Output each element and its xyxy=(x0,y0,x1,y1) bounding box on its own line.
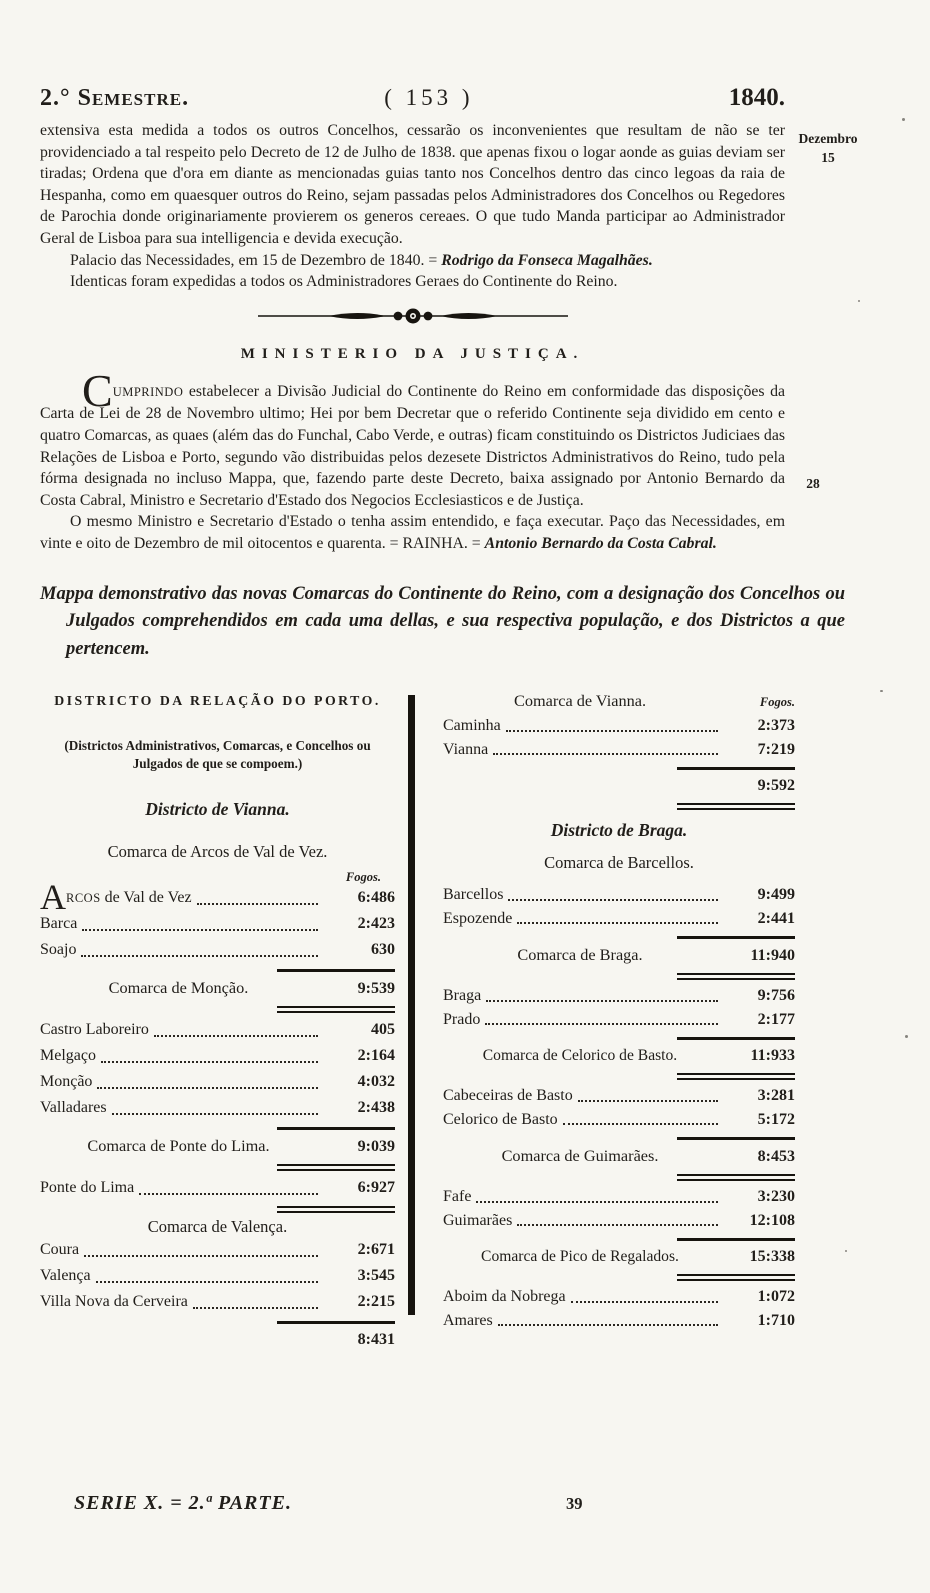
fogos-value: 6:927 xyxy=(357,1179,395,1196)
comarca-label: Comarca de Braga. xyxy=(517,945,643,964)
sum-rule xyxy=(677,936,795,939)
fogos-value: 4:032 xyxy=(357,1073,395,1090)
concelho-name: Prado xyxy=(443,1010,481,1028)
sum-rule xyxy=(277,969,395,972)
dot-leader xyxy=(517,922,718,924)
fogos-value: 12:108 xyxy=(749,1211,795,1229)
sum-rule xyxy=(677,767,795,770)
table-row xyxy=(443,984,795,1008)
decree-paragraph xyxy=(40,364,785,512)
arcos-smallcaps: RCOS xyxy=(66,891,101,905)
fogos-value: 2:164 xyxy=(357,1047,395,1064)
decree-article xyxy=(40,364,785,555)
table-row xyxy=(40,1017,395,1043)
comarca-total-row xyxy=(40,976,395,1001)
ministry-heading: MINISTERIO DA JUSTIÇA. xyxy=(240,345,585,362)
double-rule xyxy=(677,1274,795,1281)
column-total: 8:431 xyxy=(357,1331,395,1348)
comarca-barcellos-heading: Comarca de Barcellos. xyxy=(544,853,694,872)
fogos-value: 2:671 xyxy=(357,1241,395,1258)
comarca-total-row xyxy=(443,943,795,968)
signature-text: Palacio das Necessidades, em 15 de Dezembro de 1840. = xyxy=(70,251,442,269)
dot-leader xyxy=(82,929,318,931)
page-number: ( 153 ) xyxy=(384,85,474,110)
fogos-value: 6:486 xyxy=(357,889,395,906)
concelho-name: Guimarães xyxy=(443,1211,513,1229)
intro-article xyxy=(40,120,785,293)
fogos-value: 9:499 xyxy=(757,886,795,903)
dot-leader xyxy=(571,1301,718,1303)
right-column xyxy=(443,687,795,1352)
table-row xyxy=(40,1175,395,1201)
dot-leader xyxy=(154,1035,318,1037)
table-row xyxy=(443,1008,795,1032)
comarca-valenca-heading: Comarca de Valença. xyxy=(147,1217,288,1236)
comarcas-table xyxy=(40,687,800,1352)
fogos-value: 3:230 xyxy=(757,1188,795,1205)
table-row xyxy=(443,1309,795,1333)
table-row xyxy=(40,1095,395,1121)
dot-leader xyxy=(563,1123,718,1125)
decree-text: estabelecer a Divisão Judicial do Continente do Reino em conformidade das disposições da Carta de Lei de 28 de Novembro ultimo; Hei por bem Decretar que o referido Continente seja dividido em cento e quatro Comarcas, as quaes (além das do Funchal, Cabo Verde, e outras) ficam constituindo os Districtos Judiciaes das Relações de Lisboa e Porto, segundo vão distribuidas pelos dezesete Districtos Administrativos do Reino, tudo pela fórma designada no incluso Mappa, que, fazendo parte deste Decreto, baixa assignado por Antonio Bernardo da Costa Cabral, Ministro e Secretario d'Estado dos Negocios Ecclesiasticos e de Justiça. xyxy=(40,382,785,509)
fogos-value: 1:710 xyxy=(757,1311,795,1329)
table-row xyxy=(443,714,795,738)
intro-paragraph: extensiva esta medida a todos os outros Concelhos, cessarão os inconvenientes que resultam de não se ter providenciado a tal respeito pelo Decreto de 12 de Julho de 1838. que apenas fixou o logar aonde as guias deviam ser tiradas; Ordena que d'ora em diante as mencionadas guias tanto nos Concelhos dentro das cinco legoas da raia de Hespanha, como em quaesquer outros do Reino, sejam passadas pelos Administradores dos Concelhos ou Regedores de Parochia donde originariamente provierem os generos cereaes. O que tudo Manda participar ao Administrador Geral de Lisboa para sua intelligencia e devida execução. xyxy=(40,122,785,247)
fogos-label-left: Fogos. xyxy=(345,870,381,884)
signature-name: Rodrigo da Fonseca Magalhães. xyxy=(441,251,653,269)
column-divider-rule xyxy=(408,695,415,1315)
dot-leader xyxy=(498,1324,718,1326)
concelho-name: Cabeceiras de Basto xyxy=(443,1087,573,1104)
dot-leader xyxy=(101,1061,318,1063)
signature-paragraph xyxy=(40,250,785,272)
comarca-vianna-row xyxy=(443,689,795,714)
dot-leader xyxy=(81,955,318,957)
sum-rule xyxy=(277,1127,395,1130)
double-rule xyxy=(677,1174,795,1181)
concelho-name: Castro Laboreiro xyxy=(40,1021,149,1038)
table-row xyxy=(443,1285,795,1309)
comarca-label: Comarca de Guimarães. xyxy=(501,1146,659,1165)
concelho-name: Melgaço xyxy=(40,1047,96,1064)
fogos-value: 2:373 xyxy=(757,717,795,734)
dot-leader xyxy=(493,753,718,755)
comarca-arcos-heading: Comarca de Arcos de Val de Vez. xyxy=(107,842,328,861)
concelho-name: Braga xyxy=(443,987,482,1004)
concelho-name: Fafe xyxy=(443,1188,472,1205)
fogos-value: 3:545 xyxy=(357,1267,395,1284)
fogos-value: 2:441 xyxy=(757,909,795,927)
district-relacao-heading: DISTRICTO DA RELAÇÃO DO PORTO. xyxy=(54,693,381,708)
scan-speck xyxy=(902,118,905,121)
table-row xyxy=(40,1069,395,1095)
minister-name: Antonio Bernardo da Costa Cabral. xyxy=(484,534,717,552)
comarca-total: 15:338 xyxy=(749,1248,795,1265)
table-row xyxy=(40,1237,395,1263)
dot-leader xyxy=(193,1307,318,1309)
table-subtitle: (Districtos Administrativos, Comarcas, e Concelhos ou Julgados de que se compoem.) xyxy=(64,738,371,771)
concelho-name: Vianna xyxy=(443,740,489,758)
table-row xyxy=(40,1263,395,1289)
comarca-total-row xyxy=(443,1144,795,1169)
table-row xyxy=(40,1043,395,1069)
concelho-name xyxy=(40,877,192,917)
fogos-value: 2:177 xyxy=(757,1010,795,1028)
dot-leader xyxy=(476,1201,718,1203)
sum-rule xyxy=(277,1321,395,1324)
sum-rule xyxy=(677,1238,795,1241)
concelho-name: Soajo xyxy=(40,941,77,958)
concelho-name: Caminha xyxy=(443,717,501,734)
double-rule xyxy=(677,803,795,810)
arcos-rest: de Val de Vez xyxy=(100,889,192,906)
dot-leader xyxy=(506,730,718,732)
concelho-name: Amares xyxy=(443,1311,493,1329)
dot-leader xyxy=(517,1224,718,1226)
dot-leader xyxy=(197,903,318,905)
fogos-value: 2:215 xyxy=(357,1293,395,1310)
concelho-name: Villa Nova da Cerveira xyxy=(40,1293,188,1310)
sum-rule xyxy=(677,1137,795,1140)
divider-ornament-icon xyxy=(258,307,568,325)
table-row xyxy=(443,1084,795,1108)
dot-leader xyxy=(84,1255,318,1257)
fogos-value: 3:281 xyxy=(757,1087,795,1104)
concelho-name: Espozende xyxy=(443,909,513,927)
mappa-title: Mappa demonstrativo das novas Comarcas do Continente do Reino, com a designação dos Concelhos ou Julgados comprehendidos em cada uma dellas, e sua respectiva população, e dos Districtos a que pertencem. xyxy=(40,583,845,659)
concelho-name: Ponte do Lima xyxy=(40,1179,135,1196)
scan-speck xyxy=(905,1035,908,1038)
comarca-total: 11:940 xyxy=(750,947,795,964)
year-label: 1840. xyxy=(728,84,785,111)
double-rule xyxy=(677,973,795,980)
comarca-total-row xyxy=(40,1134,395,1159)
concelho-name: Monção xyxy=(40,1073,93,1090)
table-row xyxy=(40,937,395,963)
table-row xyxy=(443,907,795,931)
fogos-value: 405 xyxy=(371,1021,395,1038)
comarca-label: Comarca de Monção. xyxy=(108,978,249,997)
fogos-value: 7:219 xyxy=(757,740,795,758)
scan-speck xyxy=(858,300,860,302)
fogos-value: 9:756 xyxy=(757,987,795,1004)
comarca-label: Comarca de Ponte do Lima. xyxy=(87,1136,270,1155)
dropcap-C: C xyxy=(82,364,113,416)
dropcap-A: A xyxy=(40,877,66,917)
districto-vianna-heading: Districto de Vianna. xyxy=(145,799,290,819)
table-row xyxy=(40,911,395,937)
sum-rule xyxy=(677,1037,795,1040)
concelho-name: Celorico de Basto xyxy=(443,1110,558,1128)
double-rule xyxy=(677,1073,795,1080)
comarca-label: Comarca de Vianna. xyxy=(513,691,647,710)
concelho-name: Barca xyxy=(40,915,78,932)
comarca-label: Comarca de Celorico de Basto. xyxy=(482,1047,678,1064)
fogos-value: 630 xyxy=(371,941,395,958)
comarca-total: 8:453 xyxy=(757,1148,795,1165)
table-row xyxy=(40,1289,395,1315)
identicas-paragraph: Identicas foram expedidas a todos os Administradores Geraes do Continente do Reino. xyxy=(70,273,618,291)
districto-braga-heading: Districto de Braga. xyxy=(550,820,688,840)
dot-leader xyxy=(112,1113,318,1115)
concelho-name: Valladares xyxy=(40,1099,107,1116)
dot-leader xyxy=(486,1000,718,1002)
comarca-total-row xyxy=(443,1245,795,1269)
margin-month: Dezembro xyxy=(798,131,858,146)
comarca-total: 11:933 xyxy=(750,1047,795,1064)
table-row xyxy=(443,1209,795,1233)
fogos-value: 1:072 xyxy=(757,1288,795,1305)
concelho-name: Coura xyxy=(40,1241,80,1258)
comarca-total: 9:039 xyxy=(357,1138,395,1155)
page-header xyxy=(40,84,785,112)
decree-closing-paragraph xyxy=(40,511,785,554)
margin-note-28: 28 xyxy=(806,476,820,491)
comarca-total: 9:539 xyxy=(357,980,395,997)
double-rule xyxy=(277,1006,395,1013)
dot-leader xyxy=(139,1193,318,1195)
dot-leader xyxy=(485,1023,718,1025)
comarca-total-row xyxy=(443,1044,795,1068)
double-rule xyxy=(277,1206,395,1213)
dot-leader xyxy=(508,899,718,901)
fogos-value: 2:438 xyxy=(357,1099,395,1116)
fogos-value: 5:172 xyxy=(757,1110,795,1128)
signature-number: 39 xyxy=(566,1494,583,1513)
fogos-value: 2:423 xyxy=(357,915,395,932)
table-row xyxy=(443,1185,795,1209)
concelho-name: Valença xyxy=(40,1267,91,1284)
margin-day: 15 xyxy=(821,150,835,165)
dot-leader xyxy=(96,1281,318,1283)
scan-speck xyxy=(845,1250,847,1252)
firstword-smallcaps: UMPRINDO xyxy=(112,384,184,399)
margin-note-date xyxy=(792,129,864,167)
concelho-name: Aboim da Nobrega xyxy=(443,1288,566,1305)
comarca-label: Comarca de Pico de Regalados. xyxy=(481,1248,679,1265)
comarca-total: 9:592 xyxy=(757,777,795,794)
fogos-label-right: Fogos. xyxy=(759,695,795,709)
table-row xyxy=(443,883,795,907)
left-column xyxy=(40,687,395,1352)
scan-speck xyxy=(880,690,883,692)
dot-leader xyxy=(97,1087,318,1089)
section-divider xyxy=(40,307,785,330)
closing-text: O mesmo Ministro e Secretario d'Estado o tenha assim entendido, e faça executar. Paço das Necessidades, em vinte e oito de Dezembro de mil oitocentos e quarenta. = RAINHA. = xyxy=(40,513,785,552)
table-row xyxy=(443,738,795,762)
double-rule xyxy=(277,1164,395,1171)
dot-leader xyxy=(578,1100,718,1102)
table-row xyxy=(443,1108,795,1132)
concelho-name: Barcellos xyxy=(443,886,504,903)
serie-footer: SERIE X. = 2.ª PARTE. xyxy=(74,1492,292,1514)
semester-label: 2.° Semestre. xyxy=(40,85,190,111)
